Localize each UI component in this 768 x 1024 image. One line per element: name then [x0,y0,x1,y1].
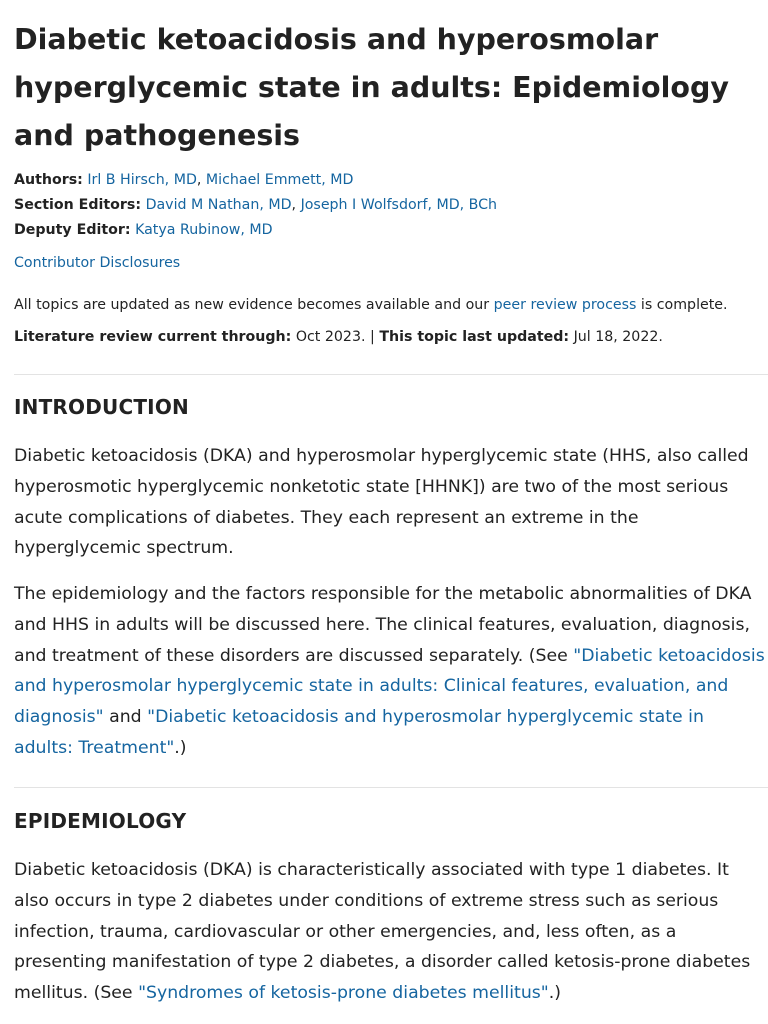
introduction-heading: INTRODUCTION [14,395,189,419]
treatment-topic-link[interactable]: "Diabetic ketoacidosis and hyperosmolar hyperglycemic state in adults: Treatment" [14,707,704,758]
update-notice [14,295,728,315]
section-editor-link-nathan[interactable]: David M Nathan, MD [145,197,292,213]
update-notice-text-after: is complete. [636,297,728,313]
author-link-emmett[interactable]: Michael Emmett, MD [205,172,354,188]
review-dates-row [14,327,663,347]
section-divider [14,374,768,375]
peer-review-process-link[interactable]: peer review process [493,297,637,313]
deputy-editor-row [14,220,273,240]
epidemiology-heading: EPIDEMIOLOGY [14,809,187,833]
epidemiology-paragraph-1-text: Diabetic ketoacidosis (DKA) is characteristically associated with type 1 diabetes. It also occurs in type 2 diabetes under conditions of extreme stress such as serious infection, trauma, cardiovascular or other emergencies, and, less often, as a presenting manifestation of type 2 diabetes, a disorder called ketosis-prone diabetes mellitus. (See [14,860,751,1004]
disclosures-row [14,253,180,273]
introduction-paragraph-2-text: The epidemiology and the factors responsible for the metabolic abnormalities of DKA and HHS in adults will be discussed here. The clinical features, evaluation, diagnosis, and treatment of these disorders are discussed separately. (See [14,584,752,666]
epidemiology-paragraph-1 [14,855,766,1009]
article-title: Diabetic ketoacidosis and hyperosmolar hyperglycemic state in adults: Epidemiology and pathogenesis [14,23,729,152]
authors-label: Authors: [14,172,83,188]
introduction-paragraph-2 [14,579,766,764]
epidemiology-paragraph-1-end: .) [548,983,561,1004]
update-notice-text-before: All topics are updated as new evidence becomes available and our [14,297,494,313]
section-editors-row [14,195,497,215]
pipe-separator: | [365,329,380,345]
author-separator: , [196,172,206,188]
author-link-hirsch[interactable]: Irl B Hirsch, MD [87,172,197,188]
introduction-paragraph-1: Diabetic ketoacidosis (DKA) and hyperosmolar hyperglycemic state (HHS, also called hyperosmotic hyperglycemic nonketotic state [HHNK]) are two of the most serious acute complications of diabetes. They each represent an extreme in the hyperglycemic spectrum. [14,446,749,559]
deputy-editor-link-rubinow[interactable]: Katya Rubinow, MD [135,222,273,238]
literature-review-date: Oct 2023. [291,329,366,345]
ketosis-prone-diabetes-topic-link[interactable]: "Syndromes of ketosis-prone diabetes mellitus" [138,983,549,1004]
introduction-paragraph-2-and: and [103,707,148,728]
authors-row [14,170,353,190]
literature-review-label: Literature review current through: [14,329,292,345]
section-divider [14,787,768,788]
section-editors-label: Section Editors: [14,197,142,213]
last-updated-label: This topic last updated: [379,329,570,345]
clinical-features-topic-link[interactable]: "Diabetic ketoacidosis and hyperosmolar hyperglycemic state in adults: Clinical features, evaluation, and diagnosis" [14,645,765,728]
contributor-disclosures-link[interactable]: Contributor Disclosures [14,255,181,271]
last-updated-date: Jul 18, 2022. [569,329,663,345]
section-editor-link-wolfsdorf[interactable]: Joseph I Wolfsdorf, MD, BCh [300,197,498,213]
introduction-paragraph-2-end: .) [174,737,187,758]
section-editor-separator: , [291,197,301,213]
deputy-editor-label: Deputy Editor: [14,222,131,238]
